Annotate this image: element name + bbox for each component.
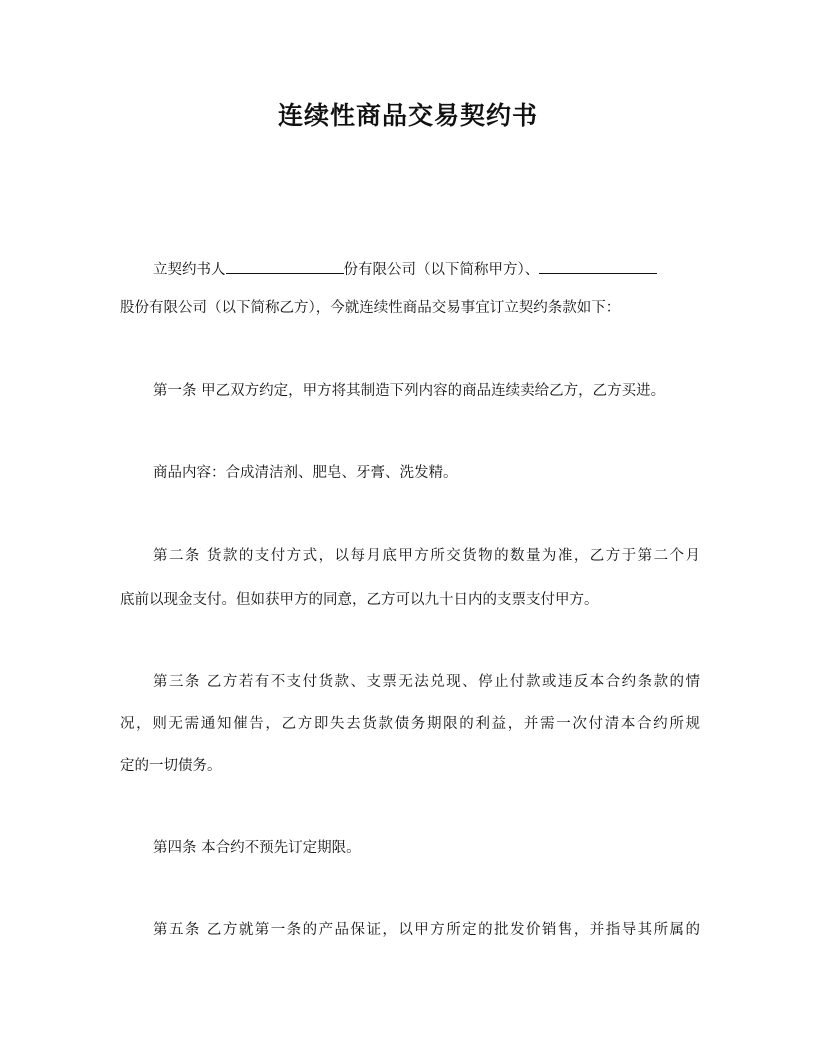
document-title: 连续性商品交易契约书 [277, 101, 538, 130]
party-a-name-blank[interactable] [226, 258, 344, 274]
article-3-line-3: 定的一切债务。 [120, 758, 222, 774]
article-1-line-1: 第一条 甲乙双方约定，甲方将其制造下列内容的商品连续卖给乙方，乙方买进。 [153, 383, 666, 399]
preamble-line-2: 股份有限公司（以下简称乙方），今就连续性商品交易事宜订立契约条款如下： [120, 300, 621, 316]
article-5-line-1: 第五条 乙方就第一条的产品保证，以甲方所定的批发价销售，并指导其所属的 [153, 922, 700, 938]
article-2-line-2: 底前以现金支付。但如获甲方的同意，乙方可以九十日内的支票支付甲方。 [120, 592, 599, 608]
party-b-name-blank[interactable] [539, 258, 657, 274]
product-content-line: 商品内容：合成清洁剂、肥皂、牙膏、洗发精。 [153, 465, 458, 481]
preamble-part-1: 立契约书人 [153, 262, 226, 278]
article-4-line-1: 第四条 本合约不预先订定期限。 [153, 840, 361, 856]
preamble-part-2: 份有限公司（以下简称甲方）、 [343, 262, 540, 278]
preamble-line-1 [153, 258, 700, 280]
article-3-line-1: 第三条 乙方若有不支付货款、支票无法兑现、停止付款或违反本合约条款的情 [153, 674, 700, 690]
article-2-line-1: 第二条 货款的支付方式，以每月底甲方所交货物的数量为准，乙方于第二个月 [153, 548, 700, 564]
article-3-line-2: 况，则无需通知催告，乙方即失去货款债务期限的利益，并需一次付清本合约所规 [120, 716, 700, 732]
